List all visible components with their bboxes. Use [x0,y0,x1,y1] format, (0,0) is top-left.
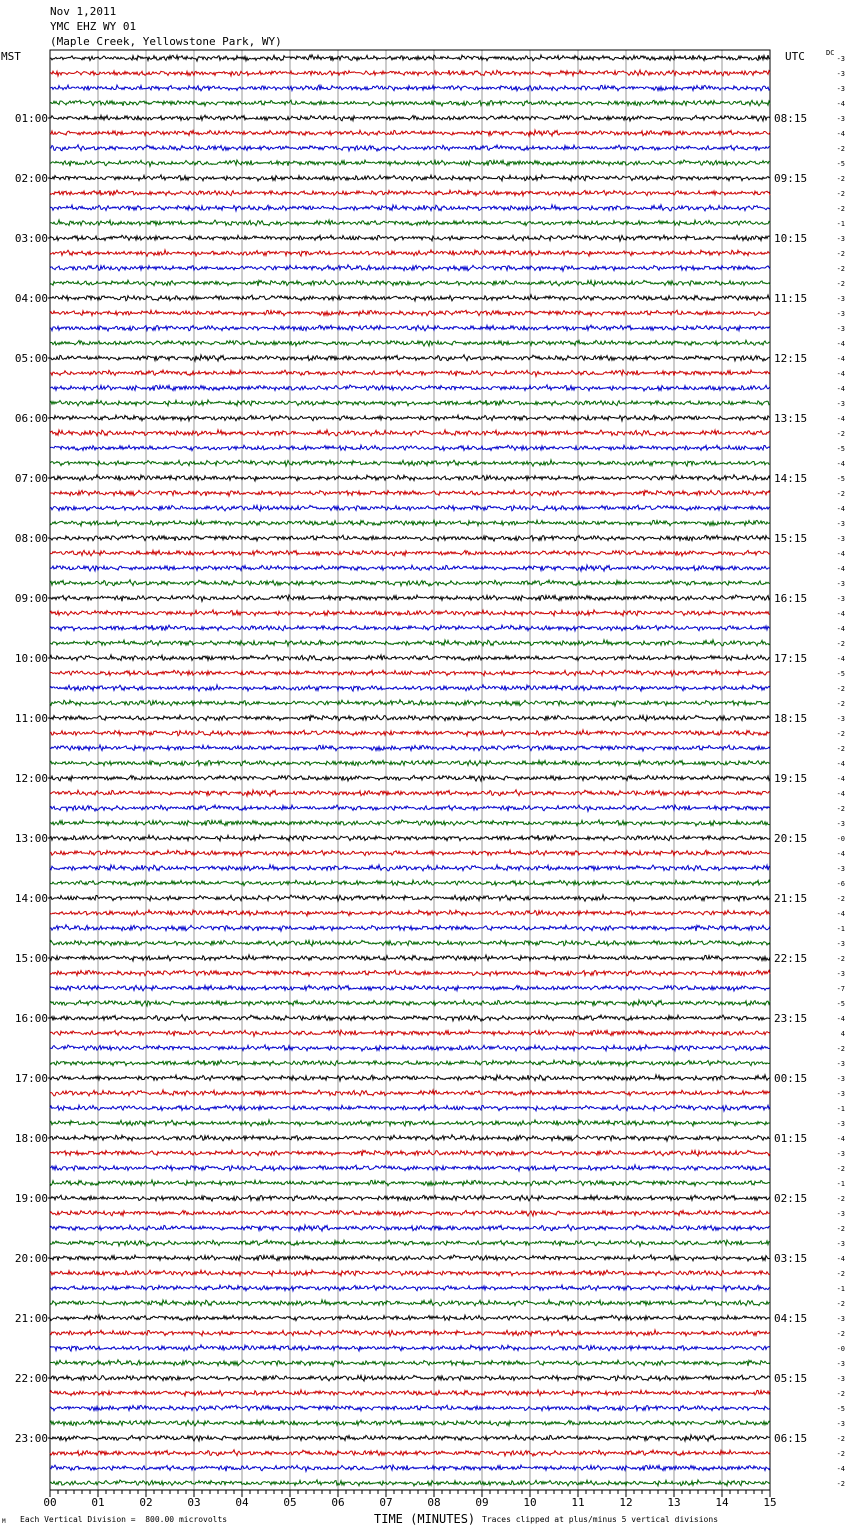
dc-offset-label: -2 [836,1480,845,1488]
dc-offset-label: -5 [836,670,845,678]
dc-offset-label: -4 [836,385,845,393]
right-hour-label: 23:15 [774,1012,808,1025]
dc-offset-label: -0 [836,1345,845,1353]
right-hour-label: 20:15 [774,832,808,845]
seismic-trace [50,250,770,256]
seismic-trace [50,940,770,946]
dc-offset-label: -2 [836,805,845,813]
x-tick-label: 10 [523,1496,537,1509]
seismic-trace [50,850,770,856]
right-hour-label: 04:15 [774,1312,808,1325]
seismic-trace [50,55,770,61]
dc-offset-label: -5 [836,1000,845,1008]
seismic-trace [50,805,770,811]
seismic-trace [50,730,770,736]
dc-offset-label: -4 [836,1135,845,1143]
dc-offset-label: -2 [836,1300,845,1308]
dc-offset-label: -2 [836,1390,845,1398]
dc-offset-label: -3 [836,1075,845,1083]
seismic-trace [50,1300,770,1306]
right-hour-label: 03:15 [774,1252,808,1265]
dc-offset-label: -2 [836,280,845,288]
right-hour-label: 06:15 [774,1432,808,1445]
left-hour-label: 08:00 [14,532,48,545]
seismic-trace [50,175,770,181]
seismic-trace [50,85,770,91]
clip-note: Traces clipped at plus/minus 5 vertical divisions [482,1515,719,1524]
seismic-trace [50,625,770,631]
dc-offset-label: -4 [836,1015,845,1023]
seismic-trace [50,1090,770,1096]
x-tick-label: 01 [91,1496,105,1509]
right-hour-label: 18:15 [774,712,808,725]
seismic-trace [50,460,770,466]
left-hour-label: 22:00 [14,1372,48,1385]
x-tick-label: 00 [43,1496,57,1509]
seismic-trace [50,1360,770,1366]
dc-offset-label: -3 [836,1360,845,1368]
dc-offset-label: -3 [836,715,845,723]
seismic-trace [50,1375,770,1381]
seismic-trace [50,1315,770,1321]
right-hour-label: 12:15 [774,352,808,365]
left-hour-label: 21:00 [14,1312,48,1325]
dc-offset-label: -2 [836,745,845,753]
right-hour-label: 21:15 [774,892,808,905]
left-hour-label: 23:00 [14,1432,48,1445]
dc-offset-label: -3 [836,400,845,408]
left-hour-label: 04:00 [14,292,48,305]
dc-offset-label: -1 [836,1180,845,1188]
seismic-trace [50,190,770,196]
dc-offset-label: -5 [836,1405,845,1413]
seismic-trace [50,280,770,286]
right-hour-label: 05:15 [774,1372,808,1385]
right-hour-label: 00:15 [774,1072,808,1085]
right-hour-label: 02:15 [774,1192,808,1205]
dc-offset-label: -2 [836,250,845,258]
x-tick-label: 09 [475,1496,489,1509]
dc-offset-label: -5 [836,445,845,453]
left-hour-label: 11:00 [14,712,48,725]
seismic-trace [50,1060,770,1066]
seismic-trace [50,985,770,991]
dc-offset-label: -1 [836,1285,845,1293]
seismic-trace [50,265,770,271]
left-hour-label: 13:00 [14,832,48,845]
left-hour-label: 15:00 [14,952,48,965]
dc-offset-label: -4 [836,850,845,858]
dc-offset-label: -3 [836,1315,845,1323]
seismic-trace [50,1030,770,1036]
dc-offset-label: -2 [836,700,845,708]
dc-offset-label: 4 [840,1030,845,1038]
seismic-trace [50,775,770,781]
dc-offset-label: -4 [836,655,845,663]
seismic-trace [50,640,770,646]
seismic-trace [50,760,770,766]
dc-offset-label: -2 [836,430,845,438]
seismic-trace [50,655,770,661]
seismic-trace [50,370,770,376]
seismic-trace [50,1195,770,1201]
seismic-trace [50,820,770,826]
header-date: Nov 1,2011 [50,5,117,18]
x-axis-title: TIME (MINUTES) [374,1512,476,1526]
right-hour-label: 13:15 [774,412,808,425]
x-tick-label: 07 [379,1496,393,1509]
seismic-trace [50,475,770,481]
seismic-trace [50,1210,770,1216]
seismic-trace [50,520,770,526]
dc-offset-label: -4 [836,610,845,618]
seismic-trace [50,430,770,436]
seismic-trace [50,565,770,571]
dc-offset-label: -3 [836,310,845,318]
seismic-trace [50,550,770,556]
dc-offset-label: -2 [836,265,845,273]
seismic-trace [50,910,770,916]
seismic-trace [50,355,770,361]
left-hour-label: 09:00 [14,592,48,605]
x-tick-label: 11 [571,1496,585,1509]
seismic-trace [50,1105,770,1111]
right-axis-title: UTC [785,50,805,63]
dc-offset-label: -3 [836,1375,845,1383]
seismic-trace [50,610,770,616]
dc-offset-label: -2 [836,175,845,183]
seismic-trace [50,1405,770,1411]
seismic-trace [50,970,770,976]
seismic-trace [50,490,770,496]
dc-offset-label: -3 [836,115,845,123]
dc-offset-label: -4 [836,775,845,783]
right-hour-label: 17:15 [774,652,808,665]
right-hour-label: 01:15 [774,1132,808,1145]
dc-column-title: DC [826,49,835,57]
seismic-trace [50,1075,770,1081]
seismic-trace [50,295,770,301]
dc-offset-label: -3 [836,520,845,528]
dc-offset-label: -0 [836,835,845,843]
dc-offset-label: -3 [836,820,845,828]
left-hour-label: 10:00 [14,652,48,665]
dc-offset-label: -3 [836,70,845,78]
dc-offset-label: -3 [836,235,845,243]
dc-offset-label: -2 [836,955,845,963]
seismic-trace [50,790,770,796]
dc-offset-label: -3 [836,580,845,588]
header-location: (Maple Creek, Yellowstone Park, WY) [50,35,282,48]
dc-offset-label: -2 [836,1450,845,1458]
seismic-trace [50,145,770,151]
dc-offset-label: -2 [836,685,845,693]
right-hour-label: 22:15 [774,952,808,965]
seismic-trace [50,1255,770,1261]
seismic-trace [50,385,770,391]
seismic-trace [50,1435,770,1441]
dc-offset-label: -3 [836,940,845,948]
right-hour-label: 10:15 [774,232,808,245]
seismic-trace [50,160,770,166]
dc-offset-label: -3 [836,55,845,63]
dc-offset-label: -4 [836,505,845,513]
left-hour-label: 05:00 [14,352,48,365]
dc-offset-label: -6 [836,880,845,888]
dc-offset-label: -3 [836,85,845,93]
dc-offset-label: -2 [836,730,845,738]
seismic-trace [50,70,770,76]
left-hour-label: 07:00 [14,472,48,485]
dc-offset-label: -2 [836,640,845,648]
right-hour-label: 14:15 [774,472,808,485]
dc-offset-label: -1 [836,1105,845,1113]
seismic-trace [50,1225,770,1231]
seismic-trace [50,445,770,450]
seismic-trace [50,1450,770,1456]
dc-offset-label: -3 [836,1090,845,1098]
dc-offset-label: -2 [836,1225,845,1233]
seismic-trace [50,1045,770,1051]
x-tick-label: 08 [427,1496,441,1509]
seismic-trace [50,415,770,421]
dc-offset-label: -4 [836,460,845,468]
right-hour-label: 16:15 [774,592,808,605]
seismic-trace [50,685,770,691]
seismic-trace [50,1330,770,1336]
seismic-trace [50,1240,770,1246]
x-tick-label: 14 [715,1496,729,1509]
dc-offset-label: -3 [836,325,845,333]
right-hour-label: 11:15 [774,292,808,305]
dc-offset-label: -3 [836,1150,845,1158]
seismic-trace [50,895,770,901]
dc-offset-label: -3 [836,1210,845,1218]
dc-offset-label: -5 [836,160,845,168]
dc-offset-label: -3 [836,1420,845,1428]
dc-offset-label: -5 [836,475,845,483]
seismic-trace [50,1120,770,1126]
left-hour-label: 12:00 [14,772,48,785]
dc-offset-label: -2 [836,145,845,153]
seismic-trace [50,115,770,121]
seismic-trace [50,1390,770,1396]
left-hour-label: 18:00 [14,1132,48,1145]
left-hour-label: 02:00 [14,172,48,185]
seismic-trace [50,1270,770,1276]
dc-offset-label: -3 [836,595,845,603]
dc-offset-label: -3 [836,1060,845,1068]
axis-layer [43,1490,776,1509]
dc-offset-label: -7 [836,985,845,993]
seismic-trace [50,1420,770,1426]
left-hour-label: 03:00 [14,232,48,245]
dc-offset-label: -2 [836,190,845,198]
right-hour-label: 09:15 [774,172,808,185]
seismic-trace [50,1345,770,1351]
left-hour-label: 19:00 [14,1192,48,1205]
seismic-trace [50,670,770,676]
seismic-trace [50,700,770,706]
dc-offset-label: -4 [836,1465,845,1473]
seismic-trace [50,235,770,241]
seismic-trace [50,865,770,871]
seismic-trace [50,340,770,346]
dc-offset-label: -4 [836,625,845,633]
dc-offset-label: -4 [836,910,845,918]
seismic-trace [50,1135,770,1141]
x-tick-label: 15 [763,1496,777,1509]
left-hour-label: 20:00 [14,1252,48,1265]
dc-offset-label: -1 [836,220,845,228]
left-hour-label: 06:00 [14,412,48,425]
seismic-trace [50,130,770,136]
seismic-trace [50,1000,770,1006]
dc-offset-label: -4 [836,550,845,558]
dc-offset-label: -3 [836,295,845,303]
dc-offset-label: -4 [836,355,845,363]
dc-offset-label: -2 [836,1330,845,1338]
seismic-trace [50,220,770,226]
right-hour-label: 15:15 [774,532,808,545]
left-axis-title: MST [1,50,21,63]
dc-offset-label: -2 [836,895,845,903]
dc-offset-label: -4 [836,340,845,348]
seismic-trace [50,580,770,586]
seismic-trace [50,400,770,406]
dc-offset-label: -4 [836,130,845,138]
x-tick-label: 03 [187,1496,201,1509]
seismic-trace [50,325,770,331]
dc-offset-label: -4 [836,100,845,108]
seismic-trace [50,1285,770,1291]
seismic-trace [50,205,770,211]
dc-offset-label: -2 [836,1195,845,1203]
x-tick-label: 05 [283,1496,297,1509]
dc-offset-label: -3 [836,970,845,978]
dc-offset-label: -2 [836,1270,845,1278]
seismic-trace [50,745,770,751]
seismic-trace [50,1015,770,1021]
trace-layer [50,55,770,1486]
seismic-trace [50,535,770,541]
left-hour-label: 16:00 [14,1012,48,1025]
dc-offset-label: -3 [836,865,845,873]
seismic-trace [50,310,770,316]
scale-note: Each Vertical Division = 800.00 microvolts [20,1515,228,1524]
seismic-trace [50,595,770,601]
seismic-trace [50,1480,770,1486]
dc-offset-label: -1 [836,925,845,933]
seismic-trace [50,880,770,885]
dc-offset-label: -3 [836,535,845,543]
x-tick-label: 13 [667,1496,681,1509]
x-tick-label: 02 [139,1496,153,1509]
right-hour-label: 19:15 [774,772,808,785]
dc-offset-label: -2 [836,1165,845,1173]
dc-offset-label: -3 [836,1120,845,1128]
dc-offset-label: -2 [836,490,845,498]
dc-offset-label: -4 [836,790,845,798]
seismic-trace [50,955,770,961]
x-tick-label: 04 [235,1496,249,1509]
x-tick-label: 06 [331,1496,345,1509]
right-hour-label: 08:15 [774,112,808,125]
dc-offset-label: -4 [836,1255,845,1263]
seismic-trace [50,100,770,106]
dc-offset-label: -2 [836,205,845,213]
seismic-trace [50,1465,770,1471]
corner-mark: M [2,1518,6,1525]
seismic-trace [50,715,770,721]
left-hour-label: 17:00 [14,1072,48,1085]
header-station: YMC EHZ WY 01 [50,20,137,33]
seismic-trace [50,1165,770,1171]
seismic-trace [50,1180,770,1186]
seismic-trace [50,1150,770,1156]
dc-offset-label: -3 [836,1240,845,1248]
left-hour-label: 01:00 [14,112,48,125]
dc-offset-label: -2 [836,1045,845,1053]
dc-offset-label: -4 [836,370,845,378]
x-tick-label: 12 [619,1496,633,1509]
seismic-trace [50,835,770,841]
seismic-trace [50,925,770,931]
dc-offset-label: -4 [836,565,845,573]
dc-offset-label: -4 [836,760,845,768]
seismic-trace [50,505,770,511]
dc-offset-label: -2 [836,1435,845,1443]
dc-offset-label: -4 [836,415,845,423]
left-hour-label: 14:00 [14,892,48,905]
